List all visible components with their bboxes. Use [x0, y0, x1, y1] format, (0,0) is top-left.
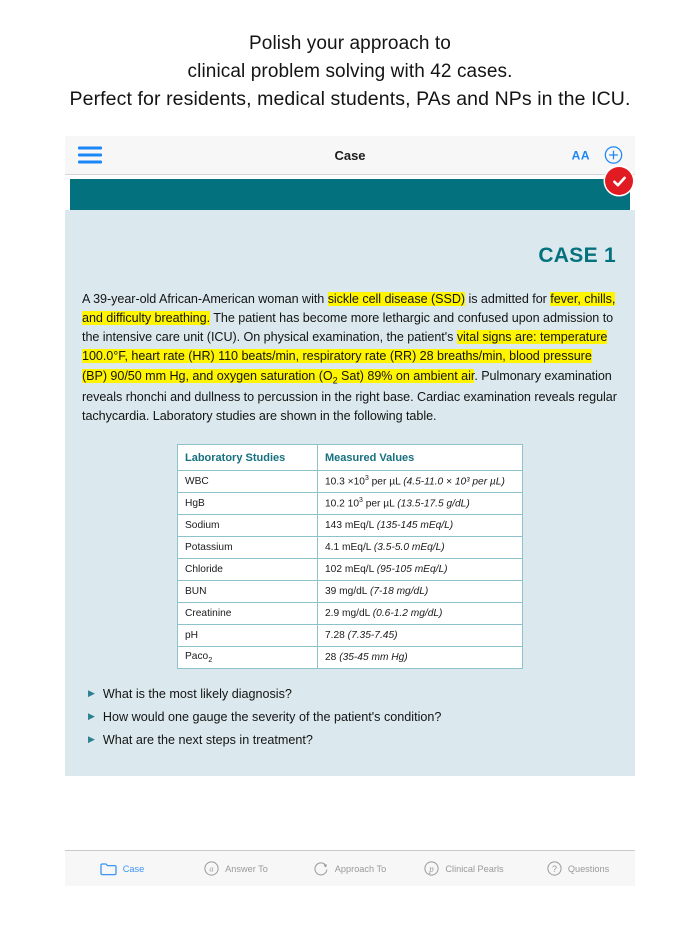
triangle-bullet-icon: ▶	[88, 688, 95, 699]
lab-name-cell: WBC	[178, 471, 318, 493]
vignette-highlight-1: sickle cell disease (SSD)	[327, 292, 466, 306]
lab-value-main: 7.28	[325, 630, 345, 642]
question-text: How would one gauge the severity of the patient's condition?	[102, 710, 442, 725]
lab-value-cell	[318, 559, 523, 581]
promo-line-2: clinical problem solving with 42 cases.	[187, 60, 513, 82]
svg-text:?: ?	[551, 863, 557, 874]
lab-value-units: per µL	[362, 498, 398, 510]
lab-value-exponent: 3	[364, 475, 369, 483]
p-circle-icon	[424, 861, 439, 876]
lab-value-main: 28	[325, 652, 337, 664]
lab-value-reference-range: (95-105 mEq/L)	[376, 564, 448, 576]
tab-label: Questions	[567, 863, 610, 874]
table-row	[178, 471, 523, 493]
tab-approach-to[interactable]	[293, 861, 407, 876]
table-row	[178, 493, 523, 515]
lab-table-wrap	[82, 444, 618, 669]
table-row	[178, 647, 523, 669]
vignette-highlight-2: fever, chills, and difficulty breathing.	[82, 292, 616, 326]
question-circle-icon	[547, 861, 562, 876]
tab-clinical-pearls[interactable]	[407, 861, 521, 876]
text-size-button[interactable]: AA	[571, 148, 590, 162]
app-screen	[65, 136, 635, 776]
vignette-seg-2: is admitted for	[465, 292, 551, 306]
lab-value-reference-range: (7.35-7.45)	[347, 630, 398, 642]
lab-value-cell	[318, 625, 523, 647]
lab-value-main: 39 mg/dL	[325, 586, 368, 598]
case-title: CASE 1	[538, 244, 616, 267]
lab-value-main: 2.9 mg/dL	[325, 608, 370, 620]
tab-case[interactable]	[65, 862, 179, 876]
lab-name-cell: Potassium	[178, 537, 318, 559]
lab-value-main: 143 mEq/L	[325, 520, 374, 532]
vignette-o2-subscript: 2	[332, 375, 338, 386]
plus-circle-icon[interactable]	[604, 146, 623, 165]
lab-value-main: 10.3 ×10	[325, 476, 365, 488]
lab-name-cell: BUN	[178, 581, 318, 603]
lab-value-cell	[318, 647, 523, 669]
column-header-values: Measured Values	[318, 445, 523, 471]
question-text: What is the most likely diagnosis?	[102, 687, 292, 702]
promo-line-3: Perfect for residents, medical students, PAs and NPs in the ICU.	[69, 88, 631, 111]
lab-value-main: 4.1 mEq/L	[325, 542, 372, 554]
vignette-seg-1: A 39-year-old African-American woman with	[82, 292, 328, 306]
lab-value-exponent: 3	[359, 497, 363, 505]
column-header-studies: Laboratory Studies	[178, 445, 318, 471]
case-banner	[70, 179, 630, 210]
table-row	[178, 581, 523, 603]
table-header-row	[178, 445, 523, 471]
lab-name-cell: pH	[178, 625, 318, 647]
triangle-bullet-icon: ▶	[88, 733, 95, 744]
lab-value-cell	[318, 603, 523, 625]
lab-value-cell	[318, 493, 523, 515]
table-row	[178, 625, 523, 647]
tab-questions[interactable]	[521, 861, 635, 876]
lab-name-cell: HgB	[178, 493, 318, 515]
vignette-highlight-3-a: vital signs are: temperature 100.0°F, heart rate (HR) 110 beats/min, respiratory rate (RR) 28 breaths/min, blood pressure (BP) 90/50 mm Hg, and oxygen saturation (O	[82, 330, 608, 383]
lab-value-cell	[318, 581, 523, 603]
case-vignette	[82, 290, 618, 426]
table-row	[178, 537, 523, 559]
lab-name-cell: Paco$_2$	[178, 647, 318, 669]
lab-value-main: 10.2 10	[325, 498, 359, 510]
list-item	[86, 731, 618, 751]
lab-name-subscript: 2	[208, 655, 213, 665]
lab-value-reference-range: (4.5-11.0 × 10³ per µL)	[403, 476, 505, 488]
lab-value-cell	[318, 515, 523, 537]
a-circle-icon	[204, 861, 219, 876]
case-banner-area	[65, 175, 635, 210]
lab-value-reference-range: (3.5-5.0 mEq/L)	[373, 542, 445, 554]
svg-text:p: p	[429, 863, 435, 874]
case-questions	[86, 685, 618, 751]
lab-value-cell	[318, 471, 523, 493]
hamburger-icon[interactable]	[78, 147, 102, 164]
tab-label: Answer To	[225, 863, 268, 874]
vignette-seg-4: . Pulmonary examination reveals rhonchi and dullness to percussion in the right base. Cardiac examination reveals regular tachycardia. Laboratory studies are shown in the following table.	[82, 368, 617, 424]
vignette-highlight-3-b: Sat) 89% on ambient air	[337, 368, 475, 383]
tab-label: Clinical Pearls	[445, 863, 504, 874]
lab-value-main: 102 mEq/L	[325, 564, 374, 576]
table-row	[178, 559, 523, 581]
page-title: Case	[334, 147, 366, 163]
vignette-seg-3: The patient has become more lethargic and confused upon admission to the intensive care unit (ICU). On physical examination, the patient's	[82, 311, 614, 345]
lab-table	[177, 444, 523, 669]
tab-label: Approach To	[334, 863, 387, 874]
tab-label: Case	[122, 863, 145, 874]
table-row	[178, 603, 523, 625]
bottom-tab-bar	[65, 850, 635, 886]
checkmark-icon[interactable]	[605, 167, 633, 195]
table-row	[178, 515, 523, 537]
triangle-bullet-icon: ▶	[88, 711, 95, 722]
folder-icon	[100, 862, 117, 876]
lab-value-units: per µL	[368, 476, 404, 488]
lab-value-cell	[318, 537, 523, 559]
list-item	[86, 685, 618, 705]
svg-text:a: a	[209, 864, 214, 874]
lab-value-reference-range: (7-18 mg/dL)	[369, 586, 429, 598]
lab-value-reference-range: (0.6-1.2 mg/dL)	[372, 608, 443, 620]
refresh-arrow-icon	[314, 861, 329, 876]
lab-value-reference-range: (135-145 mEq/L)	[376, 520, 454, 532]
app-navbar	[65, 136, 635, 175]
lab-value-reference-range: (35-45 mm Hg)	[339, 652, 408, 664]
question-text: What are the next steps in treatment?	[102, 732, 313, 747]
navbar-actions	[572, 146, 623, 165]
lab-name-cell: Creatinine	[178, 603, 318, 625]
tab-answer-to[interactable]	[179, 861, 293, 876]
lab-name-cell: Chloride	[178, 559, 318, 581]
case-panel	[65, 210, 635, 776]
lab-value-reference-range: (13.5-17.5 g/dL)	[397, 498, 470, 510]
list-item	[86, 708, 618, 728]
promo-line-1: Polish your approach to	[249, 33, 451, 54]
lab-name-cell: Sodium	[178, 515, 318, 537]
promo-headline	[0, 0, 700, 113]
lab-table-body	[178, 471, 523, 669]
